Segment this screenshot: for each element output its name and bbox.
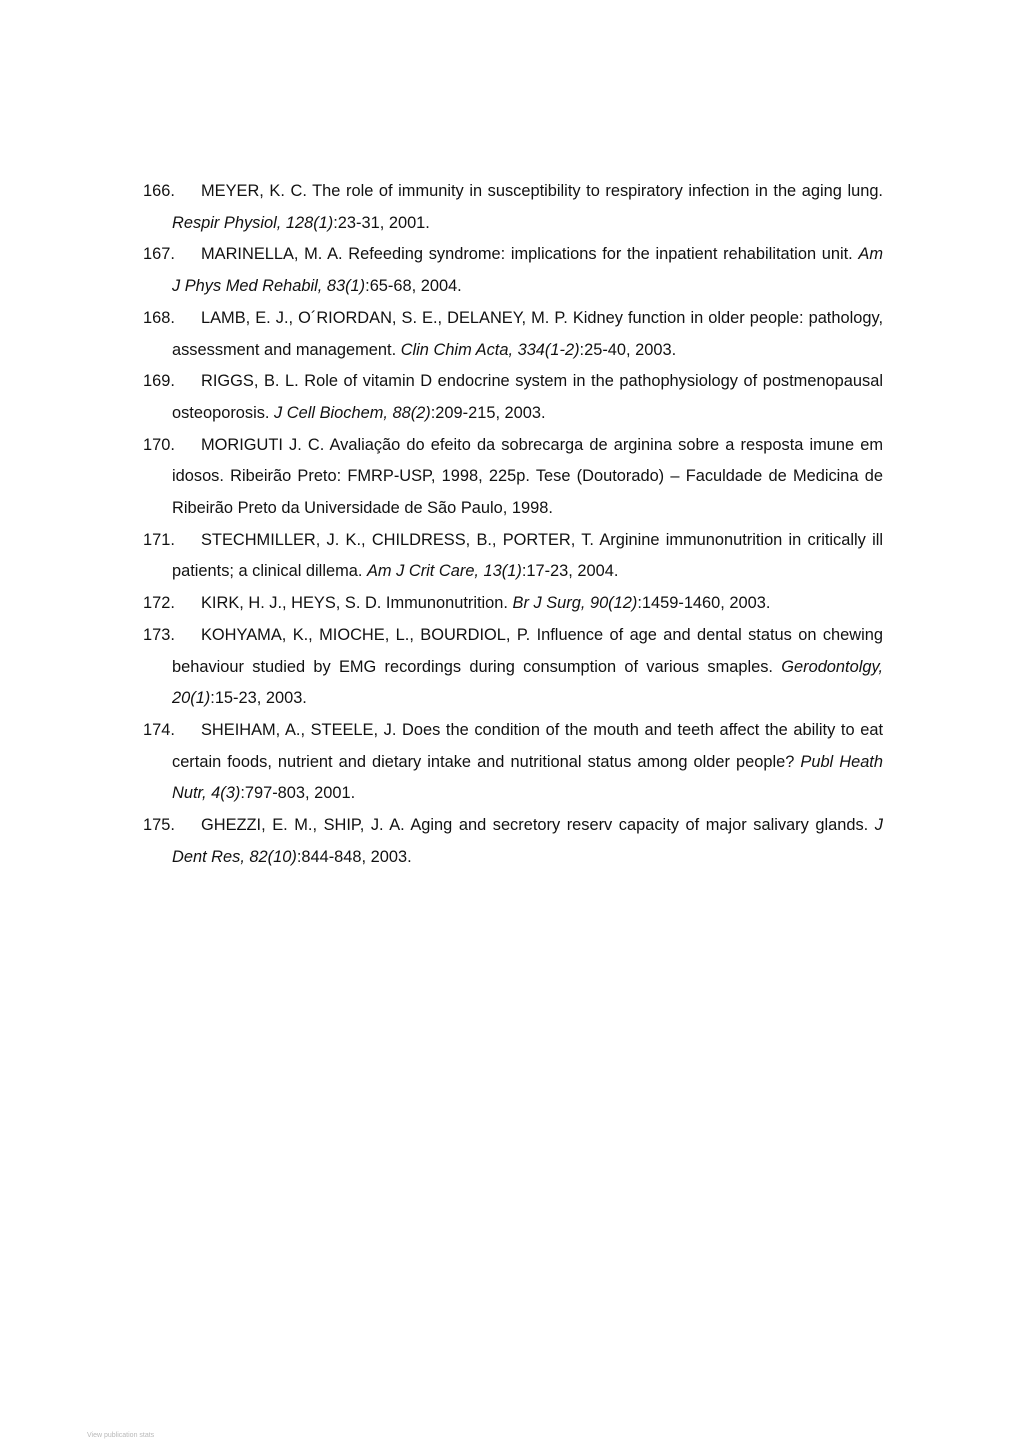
reference-pages: :1459-1460, 2003. [637, 594, 771, 613]
reference-journal: Gerodontolgy, 20(1) [172, 657, 883, 708]
reference-pages: :844-848, 2003. [296, 847, 412, 866]
reference-journal: Publ Heath Nutr, 4(3) [172, 752, 883, 803]
reference-174 [143, 715, 883, 810]
reference-text: KOHYAMA, K., MIOCHE, L., BOURDIOL, P. Influence of age and dental status on chewing behaviour studied by EMG recordings during consumption of various smaples. [172, 625, 883, 676]
reference-text: LAMB, E. J., O´RIORDAN, S. E., DELANEY, M. P. Kidney function in older people: pathology, assessment and management. [172, 308, 883, 359]
reference-170 [143, 430, 883, 525]
reference-number: 171. [143, 530, 175, 549]
reference-text: SHEIHAM, A., STEELE, J. Does the condition of the mouth and teeth affect the ability to eat certain foods, nutrient and dietary intake and nutritional status among older people? [172, 720, 883, 771]
reference-175 [143, 810, 883, 873]
reference-text: MARINELLA, M. A. Refeeding syndrome: implications for the inpatient rehabilitation unit. [201, 245, 859, 264]
reference-number: 174. [143, 720, 175, 739]
reference-pages: :65-68, 2004. [365, 277, 462, 296]
reference-166 [143, 176, 883, 239]
reference-pages: :15-23, 2003. [210, 689, 307, 708]
reference-text: KIRK, H. J., HEYS, S. D. Immunonutrition. [201, 594, 513, 613]
reference-number: 169. [143, 372, 175, 391]
reference-journal: Respir Physiol, 128(1) [172, 213, 334, 232]
reference-text: STECHMILLER, J. K., CHILDRESS, B., PORTER, T. Arginine immunonutrition in critically ill patients; a clinical dillema. [172, 530, 883, 581]
reference-173 [143, 620, 883, 715]
reference-list [143, 176, 883, 873]
reference-journal: Am J Phys Med Rehabil, 83(1) [172, 245, 883, 296]
reference-number: 172. [143, 594, 175, 613]
reference-journal: J Cell Biochem, 88(2) [274, 403, 431, 422]
reference-journal: J Dent Res, 82(10) [172, 816, 883, 866]
reference-journal: Am J Crit Care, 13(1) [366, 562, 522, 581]
reference-pages: :797-803, 2001. [240, 784, 356, 803]
reference-journal: Br J Surg, 90(12) [512, 594, 638, 613]
reference-pages: :209-215, 2003. [430, 403, 546, 422]
reference-pages: :23-31, 2001. [333, 213, 430, 232]
reference-text: MEYER, K. C. The role of immunity in susceptibility to respiratory infection in the aging lung. [201, 182, 883, 200]
reference-167 [143, 239, 883, 302]
reference-number: 175. [143, 816, 175, 835]
reference-pages: :25-40, 2003. [579, 340, 677, 359]
reference-number: 166. [143, 182, 175, 200]
reference-number: 173. [143, 625, 175, 644]
reference-172 [143, 588, 883, 620]
reference-text: RIGGS, B. L. Role of vitamin D endocrine system in the pathophysiology of postmenopausal osteoporosis. [172, 372, 883, 422]
reference-171 [143, 525, 883, 588]
reference-pages: :17-23, 2004. [521, 562, 619, 581]
reference-journal: Clin Chim Acta, 334(1-2) [400, 340, 580, 359]
reference-text: MORIGUTI J. C. Avaliação do efeito da sobrecarga de arginina sobre a resposta imune em idosos. Ribeirão Preto: FMRP-USP, 1998, 225p. Tese (Doutorado) – Faculdade de Medicina de Ribeirão Preto da Universidade de São Paulo, 1998. [172, 435, 883, 518]
reference-number: 168. [143, 308, 175, 327]
view-publication-stats-link[interactable]: View publication stats [87, 1432, 155, 1439]
reference-text: GHEZZI, E. M., SHIP, J. A. Aging and secretory reserv capacity of major salivary glands. [201, 816, 875, 835]
reference-number: 167. [143, 245, 175, 264]
reference-168 [143, 303, 883, 366]
reference-number: 170. [143, 435, 175, 454]
reference-169 [143, 366, 883, 429]
